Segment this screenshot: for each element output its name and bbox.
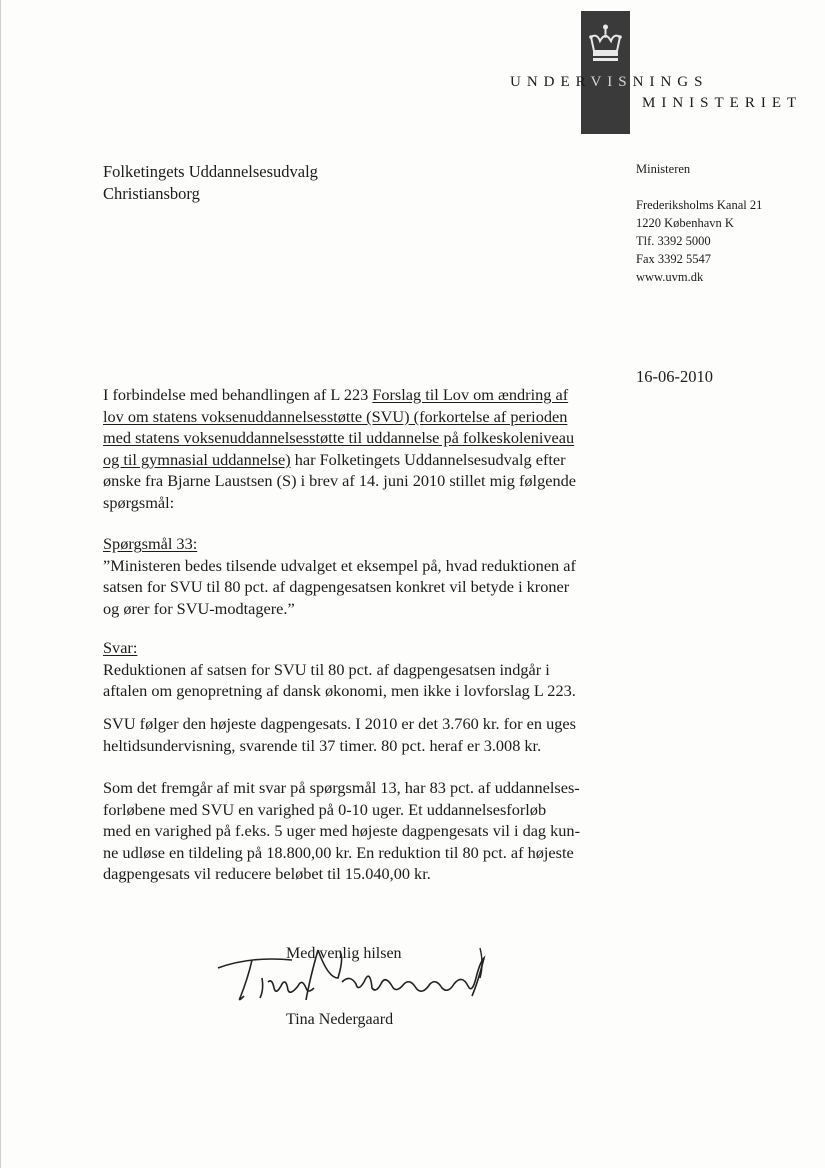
sender-fax: Fax 3392 5547 xyxy=(636,252,711,266)
recipient-line2: Christiansborg xyxy=(103,184,200,203)
sender-address2: 1220 København K xyxy=(636,216,734,230)
bill-title-link: Forslag til Lov om ændring af xyxy=(372,385,569,404)
recipient-line1: Folketingets Uddannelsesudvalg xyxy=(103,162,318,181)
ministry-logo xyxy=(581,11,630,134)
answer-paragraph-2: SVU følger den højeste dagpengesats. I 2010 er det 3.760 kr. for en uges heltidsundervisning, svarende til 37 timer. 80 pct. heraf er 3.008 kr. xyxy=(103,714,576,755)
ministry-name-line2: MINISTERIET xyxy=(642,95,803,111)
question-heading: Spørgsmål 33: xyxy=(103,534,198,553)
sender-web: www.uvm.dk xyxy=(636,270,704,284)
sender-title: Ministeren xyxy=(636,162,691,176)
crown-icon xyxy=(588,23,623,63)
scan-margin-line xyxy=(0,0,1,1168)
handwritten-signature xyxy=(210,938,500,1008)
sender-address1: Frederiksholms Kanal 21 xyxy=(636,198,763,212)
answer-block: Svar: Reduktionen af satsen for SVU til 80 pct. af dagpengesatsen indgår i aftalen om genopretning af dansk økonomi, men ikke i lovforslag L 223. xyxy=(103,637,583,702)
intro-paragraph: I forbindelse med behandlingen af L 223 Forslag til Lov om ændring af lov om statens voksenuddannelsesstøtte (SVU) (forkortelse af perioden med statens voksenuddannelsesstøtte til uddannelse på folkeskoleniveau og til gymnasial uddannelse) har Folketingets Uddannelsesudvalg efter ønske fra Bjarne Laustsen (S) i brev af 14. juni 2010 stillet mig følgende spørgsmål: xyxy=(103,385,576,512)
ministry-name-line1: UNDERVISNINGS xyxy=(510,74,709,90)
closing-greeting: Med venlig hilsen xyxy=(286,945,402,962)
answer-paragraph-3: Som det fremgår af mit svar på spørgsmål 13, har 83 pct. af uddannelses- forløbene med SVU en varighed på 0-10 uger. Et uddannelsesforløb med en varighed på f.eks. 5 uger med højeste dagpengesats vil i dag kun- ne udløse en tildeling på 18.800,00 kr. En reduktion til 80 pct. af højeste dagpengesats vil reducere beløbet til 15.040,00 kr. xyxy=(103,778,580,883)
sender-address xyxy=(636,196,762,286)
answer-heading: Svar: xyxy=(103,638,138,657)
signatory-name: Tina Nedergaard xyxy=(286,1011,394,1028)
sender-phone: Tlf. 3392 5000 xyxy=(636,234,711,248)
letter-date: 16-06-2010 xyxy=(636,367,713,386)
question-block: Spørgsmål 33: ”Ministeren bedes tilsende udvalget et eksempel på, hvad reduktionen af satsen for SVU til 80 pct. af dagpengesatsen konkret vil betyde i kroner og ører for SVU-modtagere.” xyxy=(103,533,583,619)
